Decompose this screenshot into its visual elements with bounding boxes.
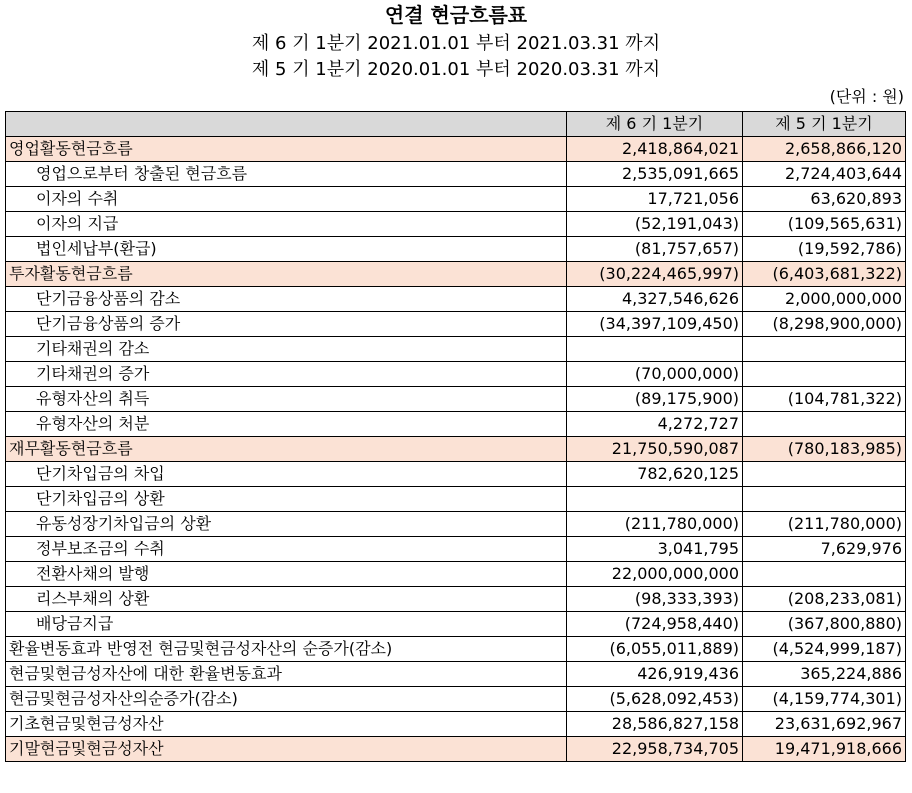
table-row (6, 312, 906, 337)
table-row (6, 412, 906, 437)
value-current: 22,000,000,000 (567, 562, 743, 587)
value-prior (743, 362, 906, 387)
row-label: 전환사채의 발행 (6, 562, 567, 587)
row-label: 리스부채의 상환 (6, 587, 567, 612)
value-prior (743, 562, 906, 587)
table-row (6, 387, 906, 412)
value-prior: 2,658,866,120 (743, 137, 906, 162)
value-current: (5,628,092,453) (567, 687, 743, 712)
value-current: (6,055,011,889) (567, 637, 743, 662)
value-prior (743, 337, 906, 362)
table-row (6, 737, 906, 762)
value-current: (211,780,000) (567, 512, 743, 537)
row-label: 영업활동현금흐름 (6, 137, 567, 162)
value-current: 426,919,436 (567, 662, 743, 687)
value-current: 4,327,546,626 (567, 287, 743, 312)
value-prior (743, 462, 906, 487)
value-prior: (6,403,681,322) (743, 262, 906, 287)
header-current-period: 제 6 기 1분기 (567, 112, 743, 137)
value-prior: (211,780,000) (743, 512, 906, 537)
row-label: 정부보조금의 수취 (6, 537, 567, 562)
value-prior: 19,471,918,666 (743, 737, 906, 762)
table-row (6, 537, 906, 562)
value-current: (52,191,043) (567, 212, 743, 237)
table-row (6, 687, 906, 712)
table-row (6, 287, 906, 312)
table-row (6, 137, 906, 162)
value-current: (724,958,440) (567, 612, 743, 637)
value-current: (81,757,657) (567, 237, 743, 262)
value-prior: (109,565,631) (743, 212, 906, 237)
table-row (6, 462, 906, 487)
value-current: 28,586,827,158 (567, 712, 743, 737)
row-label: 유동성장기차입금의 상환 (6, 512, 567, 537)
value-current: (89,175,900) (567, 387, 743, 412)
row-label: 기초현금및현금성자산 (6, 712, 567, 737)
value-current: 3,041,795 (567, 537, 743, 562)
row-label: 배당금지급 (6, 612, 567, 637)
value-prior: 365,224,886 (743, 662, 906, 687)
value-current: 17,721,056 (567, 187, 743, 212)
value-current: (34,397,109,450) (567, 312, 743, 337)
table-row (6, 437, 906, 462)
value-prior: (4,524,999,187) (743, 637, 906, 662)
table-row (6, 162, 906, 187)
header-prior-period: 제 5 기 1분기 (743, 112, 906, 137)
value-prior: (8,298,900,000) (743, 312, 906, 337)
period-current: 제 6 기 1분기 2021.01.01 부터 2021.03.31 까지 (251, 33, 661, 54)
value-current: 21,750,590,087 (567, 437, 743, 462)
header-blank (6, 112, 567, 137)
row-label: 이자의 지급 (6, 212, 567, 237)
value-prior: (780,183,985) (743, 437, 906, 462)
table-row (6, 237, 906, 262)
row-label: 기타채권의 감소 (6, 337, 567, 362)
value-prior: 63,620,893 (743, 187, 906, 212)
value-current: 2,535,091,665 (567, 162, 743, 187)
value-prior: 7,629,976 (743, 537, 906, 562)
row-label: 단기금융상품의 감소 (6, 287, 567, 312)
table-row (6, 662, 906, 687)
table-row (6, 362, 906, 387)
value-current: 4,272,727 (567, 412, 743, 437)
value-prior: (19,592,786) (743, 237, 906, 262)
row-label: 단기차입금의 차입 (6, 462, 567, 487)
value-prior: (104,781,322) (743, 387, 906, 412)
value-prior (743, 412, 906, 437)
value-prior: (367,800,880) (743, 612, 906, 637)
table-row (6, 562, 906, 587)
row-label: 이자의 수취 (6, 187, 567, 212)
row-label: 기타채권의 증가 (6, 362, 567, 387)
row-label: 재무활동현금흐름 (6, 437, 567, 462)
value-current: (98,333,393) (567, 587, 743, 612)
table-row (6, 487, 906, 512)
row-label: 단기차입금의 상환 (6, 487, 567, 512)
period-prior: 제 5 기 1분기 2020.01.01 부터 2020.03.31 까지 (251, 59, 661, 80)
table-row (6, 512, 906, 537)
value-prior: 2,000,000,000 (743, 287, 906, 312)
row-label: 현금및현금성자산에 대한 환율변동효과 (6, 662, 567, 687)
value-current: 22,958,734,705 (567, 737, 743, 762)
row-label: 영업으로부터 창출된 현금흐름 (6, 162, 567, 187)
table-row (6, 187, 906, 212)
table-row (6, 337, 906, 362)
table-row (6, 612, 906, 637)
statement-title: 연결 현금흐름표 (384, 3, 528, 27)
table-row (6, 637, 906, 662)
table-row (6, 212, 906, 237)
value-current: 782,620,125 (567, 462, 743, 487)
row-label: 기말현금및현금성자산 (6, 737, 567, 762)
table-row (6, 712, 906, 737)
row-label: 법인세납부(환급) (6, 237, 567, 262)
value-prior: 23,631,692,967 (743, 712, 906, 737)
value-prior: (208,233,081) (743, 587, 906, 612)
value-current (567, 487, 743, 512)
value-current: (30,224,465,997) (567, 262, 743, 287)
row-label: 현금및현금성자산의순증가(감소) (6, 687, 567, 712)
cash-flow-table (5, 111, 906, 762)
row-label: 유형자산의 취득 (6, 387, 567, 412)
table-row (6, 262, 906, 287)
value-prior (743, 487, 906, 512)
value-current (567, 337, 743, 362)
row-label: 유형자산의 처분 (6, 412, 567, 437)
value-prior: 2,724,403,644 (743, 162, 906, 187)
row-label: 단기금융상품의 증가 (6, 312, 567, 337)
value-prior: (4,159,774,301) (743, 687, 906, 712)
table-row (6, 587, 906, 612)
row-label: 환율변동효과 반영전 현금및현금성자산의 순증가(감소) (6, 637, 567, 662)
unit-label: (단위 : 원) (829, 87, 904, 106)
value-current: (70,000,000) (567, 362, 743, 387)
row-label: 투자활동현금흐름 (6, 262, 567, 287)
value-current: 2,418,864,021 (567, 137, 743, 162)
table-header-row (6, 112, 906, 137)
